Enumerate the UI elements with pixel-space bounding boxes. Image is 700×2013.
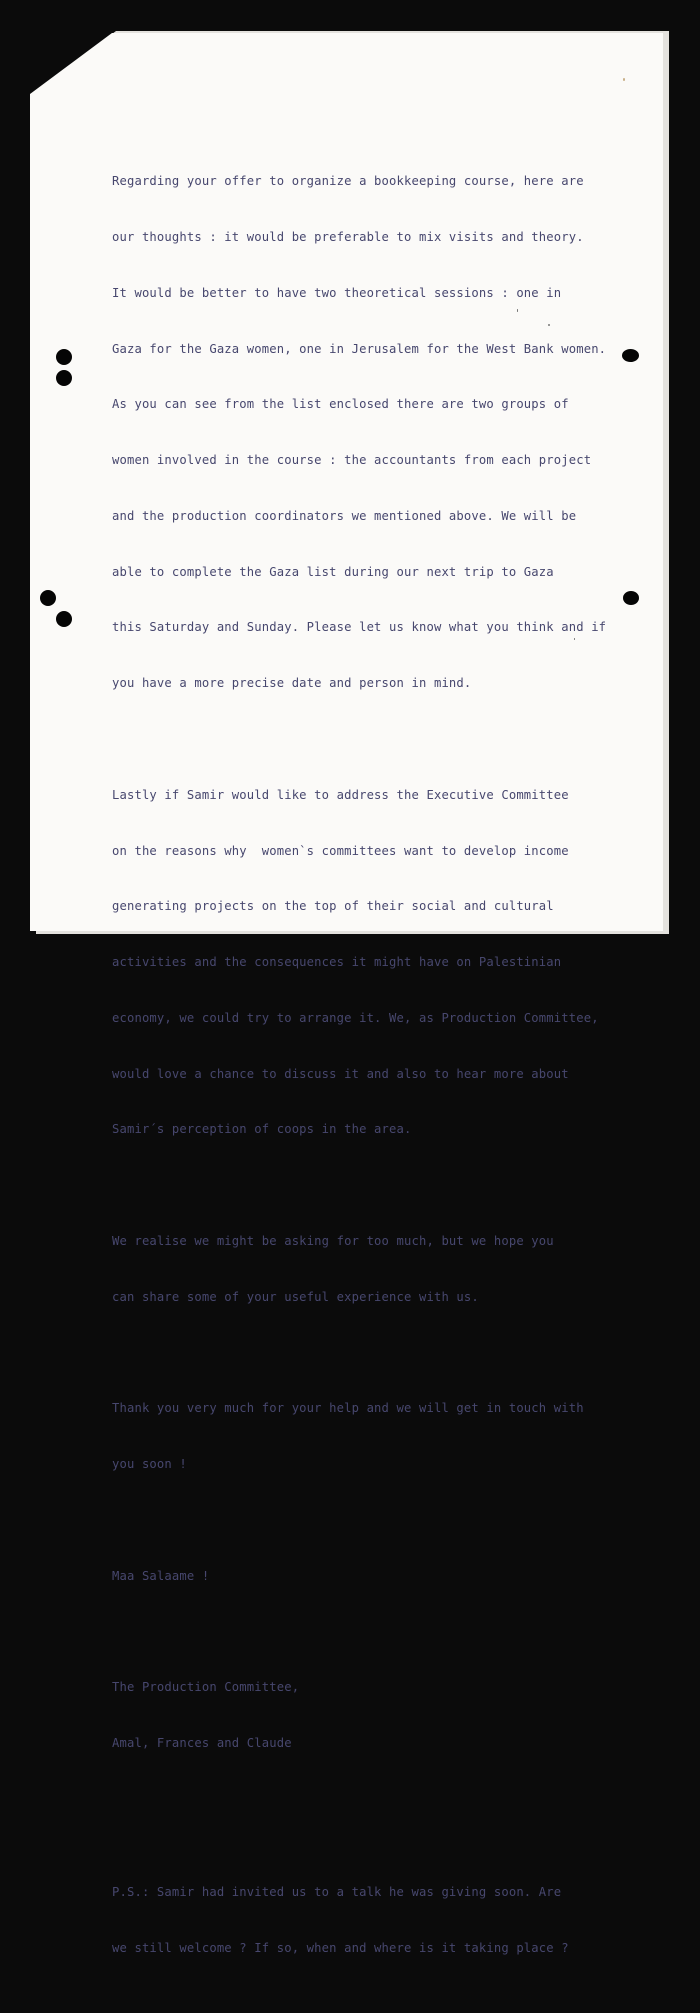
letter-body — [112, 135, 642, 2013]
text-line: Lastly if Samir would like to address the Executive Committee — [112, 787, 569, 802]
text-line: As you can see from the list enclosed there are two groups of — [112, 397, 569, 412]
text-line: We realise we might be asking for too much, but we hope you — [112, 1234, 554, 1249]
text-line: you have a more precise date and person in mind. — [112, 676, 472, 691]
punch-hole-left-upper-1 — [56, 349, 72, 365]
text-line: on the reasons why women`s committees want to develop income — [112, 843, 569, 858]
text-line: would love a chance to discuss it and also to hear more about — [112, 1066, 569, 1081]
letter-paragraph — [112, 749, 642, 1177]
punch-hole-left-lower-2 — [56, 611, 72, 627]
postscript — [112, 1846, 642, 1995]
letter-paragraph — [112, 1362, 642, 1511]
text-line: Gaza for the Gaza women, one in Jerusalem for the West Bank women. — [112, 341, 607, 356]
text-line: able to complete the Gaza list during our next trip to Gaza — [112, 564, 554, 579]
text-line: It would be better to have two theoretical sessions : one in — [112, 285, 562, 300]
letter-paragraph — [112, 1195, 642, 1344]
closing-salutation — [112, 1530, 642, 1623]
paper-speck — [623, 78, 625, 81]
text-line: The Production Committee, — [112, 1680, 300, 1695]
text-line: we still welcome ? If so, when and where is it taking place ? — [112, 1940, 569, 1955]
text-line: generating projects on the top of their social and cultural — [112, 899, 554, 914]
text-line: can share some of your useful experience with us. — [112, 1289, 479, 1304]
signature-block — [112, 1641, 642, 1790]
text-line: activities and the consequences it might have on Palestinian — [112, 955, 562, 970]
text-line: women involved in the course : the accountants from each project — [112, 453, 592, 468]
text-line: Regarding your offer to organize a bookkeeping course, here are — [112, 174, 584, 189]
punch-hole-left-lower-1 — [40, 590, 56, 606]
text-line: P.S.: Samir had invited us to a talk he was giving soon. Are — [112, 1884, 562, 1899]
text-line: Thank you very much for your help and we will get in touch with — [112, 1401, 584, 1416]
text-line: our thoughts : it would be preferable to mix visits and theory. — [112, 229, 584, 244]
punch-hole-left-upper-2 — [56, 370, 72, 386]
text-line: Amal, Frances and Claude — [112, 1736, 292, 1751]
text-line: this Saturday and Sunday. Please let us know what you think and if — [112, 620, 607, 635]
text-line: Samir´s perception of coops in the area. — [112, 1122, 412, 1137]
text-line: economy, we could try to arrange it. We, as Production Committee, — [112, 1010, 599, 1025]
text-line: and the production coordinators we mentioned above. We will be — [112, 508, 577, 523]
letter-paragraph — [112, 135, 642, 730]
text-line: Maa Salaame ! — [112, 1568, 210, 1583]
text-line: you soon ! — [112, 1457, 187, 1472]
